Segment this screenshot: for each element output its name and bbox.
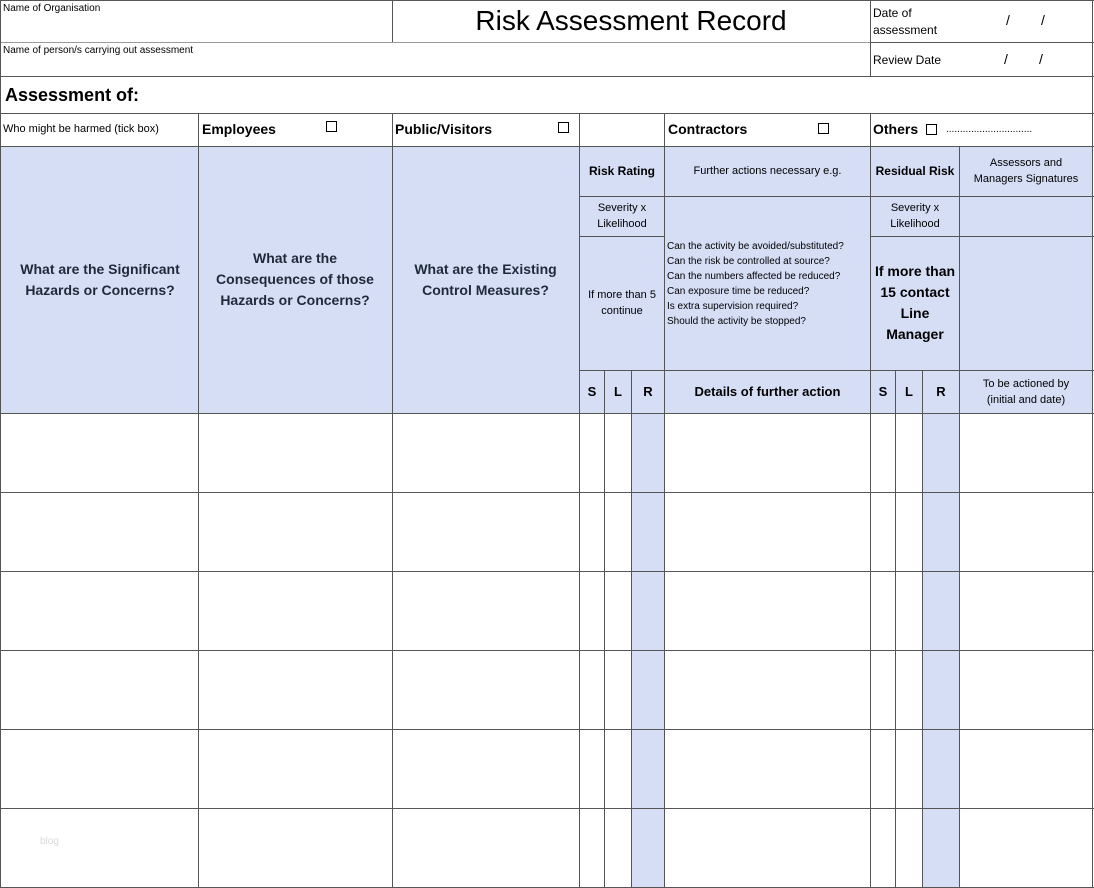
residual-l-label: L xyxy=(905,384,913,399)
assessment-of-label: Assessment of: xyxy=(5,85,140,105)
residual-r-label: R xyxy=(936,384,946,399)
question-item: Can the numbers affected be reduced? xyxy=(667,271,841,282)
person-label: Name of person/s carrying out assessment xyxy=(3,45,194,56)
others-label: Others xyxy=(873,121,919,137)
residual-severity-label: Severity x Likelihood xyxy=(890,202,940,230)
others-checkbox[interactable] xyxy=(926,124,937,135)
question-item: Can exposure time be reduced? xyxy=(667,286,810,297)
date-blank[interactable]: / / xyxy=(1006,12,1045,28)
harmed-label: Who might be harmed (tick box) xyxy=(3,123,159,135)
to-be-actioned-header: To be actioned by (initial and date) xyxy=(982,377,1070,406)
date-label: Date of assessment xyxy=(873,6,938,37)
further-actions-header: Further actions necessary e.g. xyxy=(693,165,842,177)
r-label: R xyxy=(643,384,653,399)
l-label: L xyxy=(614,384,622,399)
controls-header: What are the Existing Control Measures? xyxy=(414,260,557,298)
review-date-label: Review Date xyxy=(873,53,942,67)
contractors-checkbox[interactable] xyxy=(818,123,829,134)
signatures-header: Assessors and Managers Signatures xyxy=(973,157,1079,185)
residual-risk-header: Residual Risk xyxy=(875,164,955,178)
watermark: blog xyxy=(40,836,59,847)
details-further-action-header: Details of further action xyxy=(694,384,841,399)
further-action-questions xyxy=(667,239,844,329)
severity-likelihood-label: Severity x Likelihood xyxy=(597,202,647,230)
residual-s-label: S xyxy=(878,384,888,399)
question-item: Is extra supervision required? xyxy=(667,301,799,312)
more-than-15-note: If more than 15 contact Line Manager xyxy=(874,263,956,342)
page-title: Risk Assessment Record xyxy=(475,5,787,36)
question-item: Should the activity be stopped? xyxy=(667,316,806,327)
employees-label: Employees xyxy=(202,121,276,137)
contractors-label: Contractors xyxy=(668,121,748,137)
public-visitors-checkbox[interactable] xyxy=(558,122,569,133)
org-label: Name of Organisation xyxy=(3,3,101,14)
consequences-header: What are the Consequences of those Hazards or Concerns? xyxy=(216,250,374,308)
question-item: Can the activity be avoided/substituted? xyxy=(667,241,844,252)
question-item: Can the risk be controlled at source? xyxy=(667,256,830,267)
others-blank[interactable]: ............................... xyxy=(946,124,1033,135)
employees-checkbox[interactable] xyxy=(326,121,337,132)
review-date-blank[interactable]: / / xyxy=(1004,51,1043,67)
public-visitors-label: Public/Visitors xyxy=(395,121,492,137)
s-label: S xyxy=(587,384,597,399)
hazards-header: What are the Significant Hazards or Concerns? xyxy=(20,260,180,298)
risk-rating-header: Risk Rating xyxy=(588,164,655,178)
more-than-5-note: If more than 5 continue xyxy=(588,289,656,317)
